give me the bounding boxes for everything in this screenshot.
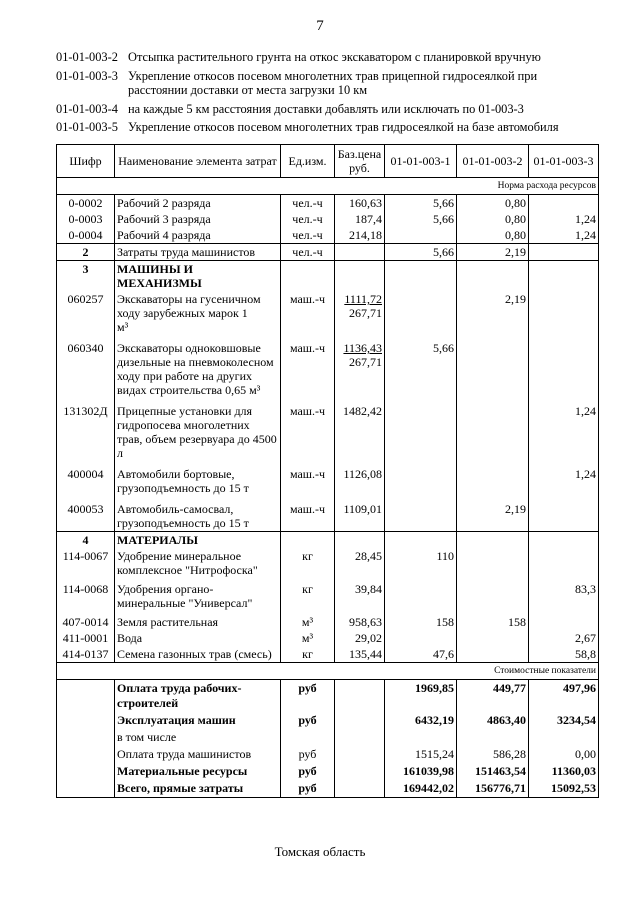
summary-row bbox=[57, 780, 599, 798]
cell-unit: маш.-ч bbox=[281, 398, 335, 461]
section-code: 4 bbox=[57, 532, 115, 549]
summary-unit: руб bbox=[281, 746, 335, 763]
summary-c3: 3234,54 bbox=[529, 712, 599, 729]
table-row bbox=[57, 630, 599, 646]
cell-code: 400053 bbox=[57, 496, 115, 532]
cell-name: Вода bbox=[115, 630, 281, 646]
footer-region: Томская область bbox=[274, 844, 366, 859]
cell-code: 060257 bbox=[57, 291, 115, 335]
cell-price: 160,63 bbox=[335, 195, 385, 212]
cell-c3: 83,3 bbox=[529, 578, 599, 611]
table-row bbox=[57, 195, 599, 212]
table-row bbox=[57, 548, 599, 578]
section-title: МАШИНЫ И МЕХАНИЗМЫ bbox=[115, 261, 281, 292]
cell-unit: чел.-ч bbox=[281, 211, 335, 227]
summary-c2: 449,77 bbox=[457, 680, 529, 713]
cell-c1: 158 bbox=[385, 611, 457, 630]
summary-c1: 1969,85 bbox=[385, 680, 457, 713]
table-row bbox=[57, 461, 599, 496]
intro-text: на каждые 5 км расстояния доставки добавлять или исключать по 01-003-3 bbox=[128, 101, 524, 116]
summary-c1: 1515,24 bbox=[385, 746, 457, 763]
cell-c2 bbox=[457, 548, 529, 578]
cell-c1 bbox=[385, 496, 457, 532]
page-number: 7 bbox=[316, 18, 324, 34]
table-row bbox=[57, 227, 599, 244]
cell-c2: 2,19 bbox=[457, 244, 529, 261]
cell-code: 407-0014 bbox=[57, 611, 115, 630]
summary-c3: 11360,03 bbox=[529, 763, 599, 780]
cell-code: 414-0137 bbox=[57, 646, 115, 663]
summary-row bbox=[57, 712, 599, 729]
summary-name: Оплата труда машинистов bbox=[115, 746, 281, 763]
table-row bbox=[57, 291, 599, 335]
summary-name: Материальные ресурсы bbox=[115, 763, 281, 780]
cell-c1 bbox=[385, 578, 457, 611]
cell-name: Рабочий 4 разряда bbox=[115, 227, 281, 244]
cell-name: Рабочий 3 разряда bbox=[115, 211, 281, 227]
cell-c3 bbox=[529, 291, 599, 335]
cell-code: 0-0003 bbox=[57, 211, 115, 227]
summary-c2: 156776,71 bbox=[457, 780, 529, 798]
cell-price: 29,02 bbox=[335, 630, 385, 646]
cell-code: 0-0002 bbox=[57, 195, 115, 212]
cell-price: 1109,01 bbox=[335, 496, 385, 532]
cell-unit: чел.-ч bbox=[281, 195, 335, 212]
intro-item bbox=[56, 102, 596, 117]
header-c3: 01-01-003-3 bbox=[529, 145, 599, 178]
cell-price: 1126,08 bbox=[335, 461, 385, 496]
cell-code: 400004 bbox=[57, 461, 115, 496]
cell-c1: 5,66 bbox=[385, 244, 457, 261]
cell-unit: маш.-ч bbox=[281, 496, 335, 532]
table-row bbox=[57, 335, 599, 398]
summary-c2: 586,28 bbox=[457, 746, 529, 763]
cell-price: 958,63 bbox=[335, 611, 385, 630]
summary-unit: руб bbox=[281, 680, 335, 713]
cell-c1: 5,66 bbox=[385, 211, 457, 227]
summary-name: Всего, прямые затраты bbox=[115, 780, 281, 798]
cell-name: Семена газонных трав (смесь) bbox=[115, 646, 281, 663]
machinists-row bbox=[57, 244, 599, 261]
cell-c1: 47,6 bbox=[385, 646, 457, 663]
cell-unit: чел.-ч bbox=[281, 244, 335, 261]
cell-code: 114-0068 bbox=[57, 578, 115, 611]
cell-c2: 158 bbox=[457, 611, 529, 630]
summary-c2: 151463,54 bbox=[457, 763, 529, 780]
table-row bbox=[57, 496, 599, 532]
cell-price bbox=[335, 244, 385, 261]
table-row bbox=[57, 211, 599, 227]
cell-c2 bbox=[457, 398, 529, 461]
cell-name: Экскаваторы одноковшовые дизельные на пневмоколесном ходу при работе на других видах строительства 0,65 м³ bbox=[115, 335, 281, 398]
cell-c1 bbox=[385, 291, 457, 335]
intro-list bbox=[56, 50, 596, 139]
cell-unit: кг bbox=[281, 578, 335, 611]
cell-code: 2 bbox=[57, 244, 115, 261]
cell-price: 28,45 bbox=[335, 548, 385, 578]
summary-unit: руб bbox=[281, 763, 335, 780]
cell-price bbox=[335, 335, 385, 398]
cell-name: Автомобили бортовые, грузоподъемность до 15 т bbox=[115, 461, 281, 496]
summary-c1: 169442,02 bbox=[385, 780, 457, 798]
cost-label: Стоимостные показатели bbox=[57, 663, 599, 680]
cell-c3 bbox=[529, 335, 599, 398]
summary-c1: 6432,19 bbox=[385, 712, 457, 729]
cell-c3: 1,24 bbox=[529, 398, 599, 461]
intro-code: 01-01-003-5 bbox=[56, 120, 118, 134]
cell-unit: м³ bbox=[281, 611, 335, 630]
cell-c3 bbox=[529, 195, 599, 212]
cell-c2 bbox=[457, 335, 529, 398]
cell-unit: кг bbox=[281, 548, 335, 578]
table-row bbox=[57, 646, 599, 663]
cell-price: 187,4 bbox=[335, 211, 385, 227]
summary-row bbox=[57, 680, 599, 713]
norm-label: Норма расхода ресурсов bbox=[57, 178, 599, 195]
cell-c3: 58,8 bbox=[529, 646, 599, 663]
cell-name bbox=[115, 291, 281, 335]
cell-c1 bbox=[385, 398, 457, 461]
cell-c3: 1,24 bbox=[529, 461, 599, 496]
cell-c2: 0,80 bbox=[457, 227, 529, 244]
cell-c3: 2,67 bbox=[529, 630, 599, 646]
summary-row bbox=[57, 746, 599, 763]
cell-c2: 2,19 bbox=[457, 496, 529, 532]
header-name: Наименование элемента затрат bbox=[115, 145, 281, 178]
cell-c2: 0,80 bbox=[457, 195, 529, 212]
cell-name: Рабочий 2 разряда bbox=[115, 195, 281, 212]
section-title: МАТЕРИАЛЫ bbox=[115, 532, 281, 549]
cell-c3 bbox=[529, 496, 599, 532]
intro-item bbox=[56, 50, 596, 65]
cell-name: Затраты труда машинистов bbox=[115, 244, 281, 261]
cell-c2: 2,19 bbox=[457, 291, 529, 335]
table-row bbox=[57, 578, 599, 611]
cell-price bbox=[335, 291, 385, 335]
intro-code: 01-01-003-2 bbox=[56, 50, 118, 64]
price-secondary: 267,71 bbox=[349, 355, 382, 369]
intro-code: 01-01-003-3 bbox=[56, 68, 118, 83]
section-row bbox=[57, 532, 599, 549]
summary-unit: руб bbox=[281, 712, 335, 729]
summary-unit: руб bbox=[281, 780, 335, 798]
summary-c2: 4863,40 bbox=[457, 712, 529, 729]
cell-code: 411-0001 bbox=[57, 630, 115, 646]
cell-c1 bbox=[385, 227, 457, 244]
cell-c3 bbox=[529, 548, 599, 578]
cell-name: Автомобиль-самосвал, грузоподъемность до 15 т bbox=[115, 496, 281, 532]
cell-c1: 110 bbox=[385, 548, 457, 578]
cell-price: 135,44 bbox=[335, 646, 385, 663]
cell-c3 bbox=[529, 611, 599, 630]
price-main: 1136,43 bbox=[343, 341, 382, 355]
cell-code: 131302Д bbox=[57, 398, 115, 461]
cell-c2 bbox=[457, 461, 529, 496]
header-c1: 01-01-003-1 bbox=[385, 145, 457, 178]
summary-c3: 15092,53 bbox=[529, 780, 599, 798]
cell-name: Прицепные установки для гидропосева многолетних трав, объем резервуара до 4500 л bbox=[115, 398, 281, 461]
summary-name: Оплата труда рабочих-строителей bbox=[115, 680, 281, 713]
cell-unit: м³ bbox=[281, 630, 335, 646]
header-unit: Ед.изм. bbox=[281, 145, 335, 178]
price-secondary: 267,71 bbox=[349, 306, 382, 320]
cell-c3 bbox=[529, 244, 599, 261]
cell-price: 39,84 bbox=[335, 578, 385, 611]
cost-label-row bbox=[57, 663, 599, 680]
cell-price: 214,18 bbox=[335, 227, 385, 244]
cell-name-text: Экскаваторы на гусеничном ходу зарубежных марок 1 bbox=[117, 292, 261, 320]
header-c2: 01-01-003-2 bbox=[457, 145, 529, 178]
intro-text: Укрепление откосов посевом многолетних трав прицепной гидросеялкой при расстоянии доставки от места загрузки 10 км bbox=[128, 68, 538, 97]
table-row bbox=[57, 398, 599, 461]
cell-unit: маш.-ч bbox=[281, 291, 335, 335]
norm-row bbox=[57, 178, 599, 195]
section-row bbox=[57, 261, 599, 292]
summary-row bbox=[57, 729, 599, 746]
summary-c1: 161039,98 bbox=[385, 763, 457, 780]
cell-c3: 1,24 bbox=[529, 227, 599, 244]
cell-c1: 5,66 bbox=[385, 195, 457, 212]
header-price: Баз.цена руб. bbox=[335, 145, 385, 178]
summary-name: Эксплуатация машин bbox=[115, 712, 281, 729]
cell-unit: маш.-ч bbox=[281, 335, 335, 398]
intro-item bbox=[56, 69, 596, 98]
cell-c1 bbox=[385, 461, 457, 496]
intro-text: Отсыпка растительного грунта на откос экскаватором с планировкой вручную bbox=[128, 50, 541, 64]
intro-item bbox=[56, 120, 596, 135]
summary-c3: 0,00 bbox=[529, 746, 599, 763]
cell-name: Удобрения органо-минеральные "Универсал" bbox=[115, 578, 281, 611]
cell-name: Удобрение минеральное комплексное "Нитрофоска" bbox=[115, 548, 281, 578]
price-main: 1111,72 bbox=[344, 292, 382, 306]
cell-c2: 0,80 bbox=[457, 211, 529, 227]
cell-code: 060340 bbox=[57, 335, 115, 398]
cell-unit: маш.-ч bbox=[281, 461, 335, 496]
summary-row bbox=[57, 763, 599, 780]
cell-c1: 5,66 bbox=[385, 335, 457, 398]
intro-text: Укрепление откосов посевом многолетних трав гидросеялкой на базе автомобиля bbox=[128, 120, 559, 134]
cell-c2 bbox=[457, 578, 529, 611]
cell-c2 bbox=[457, 630, 529, 646]
table-header bbox=[57, 145, 599, 178]
cell-name-suffix: м³ bbox=[117, 320, 129, 334]
cell-code: 0-0004 bbox=[57, 227, 115, 244]
resource-table bbox=[56, 144, 599, 798]
summary-c3: 497,96 bbox=[529, 680, 599, 713]
table-row bbox=[57, 611, 599, 630]
summary-name: в том числе bbox=[115, 729, 281, 746]
cell-price: 1482,42 bbox=[335, 398, 385, 461]
cell-unit: кг bbox=[281, 646, 335, 663]
section-code: 3 bbox=[57, 261, 115, 292]
cell-code: 114-0067 bbox=[57, 548, 115, 578]
cell-unit: чел.-ч bbox=[281, 227, 335, 244]
cell-name: Земля растительная bbox=[115, 611, 281, 630]
cell-c2 bbox=[457, 646, 529, 663]
cell-c3: 1,24 bbox=[529, 211, 599, 227]
intro-code: 01-01-003-4 bbox=[56, 101, 118, 116]
cell-c1 bbox=[385, 630, 457, 646]
header-code: Шифр bbox=[57, 145, 115, 178]
